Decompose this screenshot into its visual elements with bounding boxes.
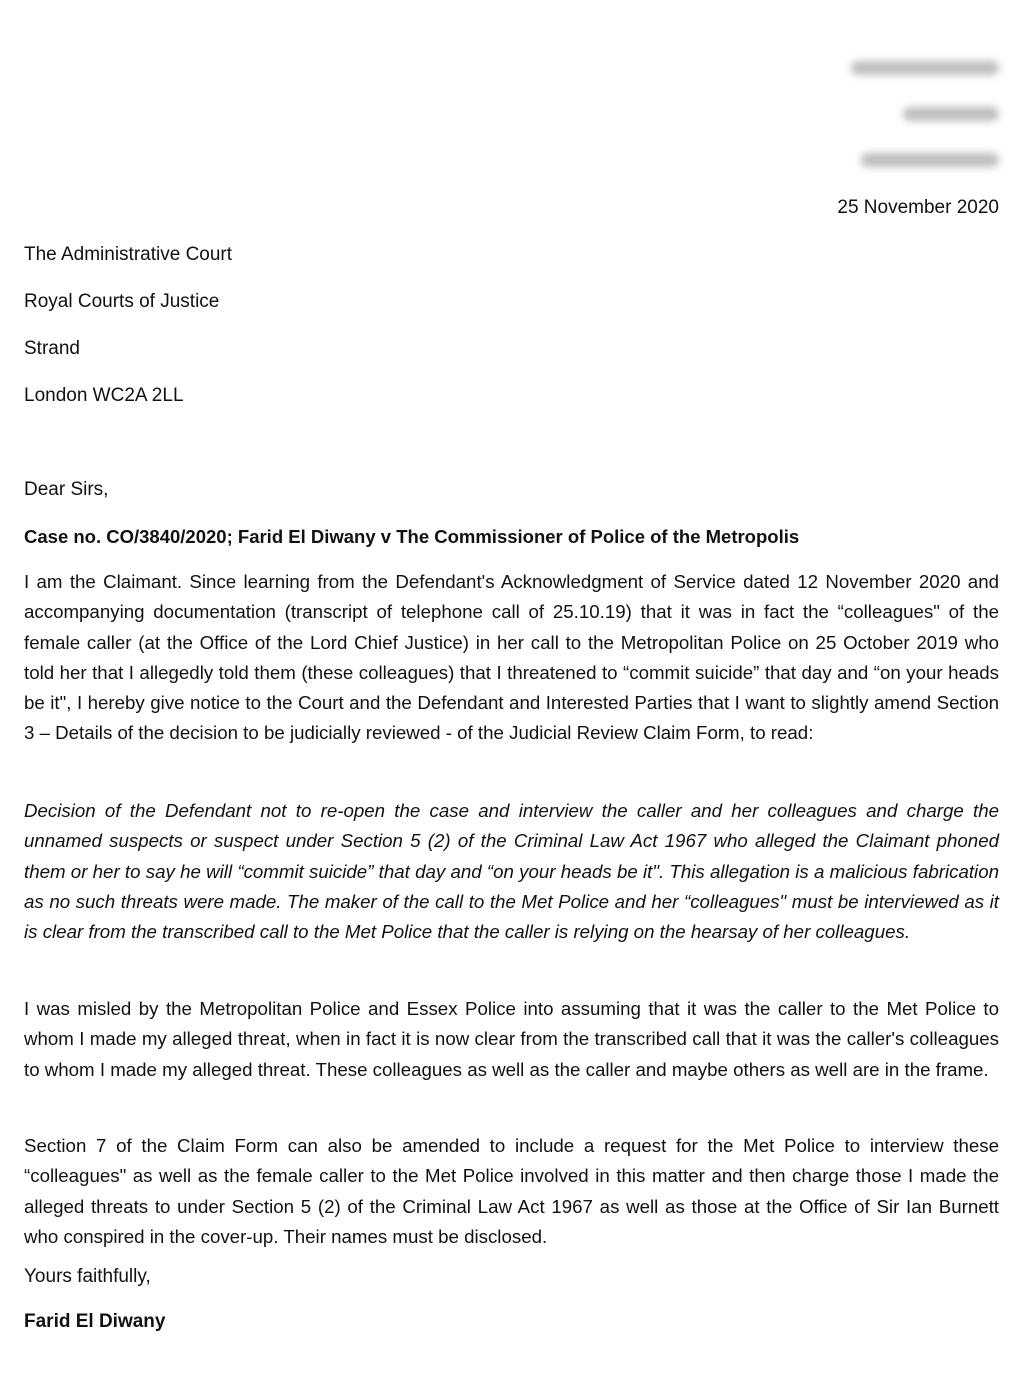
paragraph-3: I was misled by the Metropolitan Police and Essex Police into assuming that it was the caller to the Met Police to whom I made my alleged threat, when in fact it is now clear from the transcribed call that it was the caller's colleagues to whom I made my alleged threat. These colleagues as well as the caller and maybe others as well are in the frame.: [24, 998, 999, 1080]
recipient-line-2: Royal Courts of Justice: [24, 291, 220, 312]
paragraph-4: Section 7 of the Claim Form can also be amended to include a request for the Met Police to interview these “colleagues" as well as the female caller to the Met Police involved in this matter and then charge those I made the alleged threats to under Section 5 (2) of the Criminal Law Act 1967 as well as those at the Office of Sir Ian Burnett who conspired in the cover-up. Their names must be disclosed.: [24, 1135, 999, 1247]
recipient-line-4: London WC2A 2LL: [24, 385, 184, 406]
letter-date: 25 November 2020: [837, 197, 999, 218]
redacted-address-line-1: [851, 61, 999, 75]
recipient-line-1: The Administrative Court: [24, 244, 233, 265]
signature-name: Farid El Diwany: [24, 1311, 166, 1332]
paragraph-1: I am the Claimant. Since learning from the Defendant's Acknowledgment of Service dated 12 November 2020 and accompanying documentation (transcript of telephone call of 25.10.19) that it was in fact the “colleagues" of the female caller (at the Office of the Lord Chief Justice) in her call to the Metropolitan Police on 25 October 2019 who told her that I allegedly told them (these colleagues) that I threatened to “commit suicide” that day and “on your heads be it", I hereby give notice to the Court and the Defendant and Interested Parties that I want to slightly amend Section 3 – Details of the decision to be judicially reviewed - of the Judicial Review Claim Form, to read:: [24, 571, 999, 744]
case-subject-heading: Case no. CO/3840/2020; Farid El Diwany v The Commissioner of Police of the Metropolis: [24, 526, 800, 547]
redacted-address-line-2: [903, 107, 999, 121]
closing: Yours faithfully,: [24, 1266, 151, 1287]
paragraph-2-amended-decision: Decision of the Defendant not to re-open the case and interview the caller and her colleagues and charge the unnamed suspects or suspect under Section 5 (2) of the Criminal Law Act 1967 who alleged the Claimant phoned them or her to say he will “commit suicide” that day and “on your heads be it". This allegation is a malicious fabrication as no such threats were made. The maker of the call to the Met Police and her “colleagues" must be interviewed as it is clear from the transcribed call to the Met Police that the caller is relying on the hearsay of her colleagues.: [24, 800, 999, 943]
redacted-address-line-3: [861, 153, 999, 167]
salutation: Dear Sirs,: [24, 479, 109, 500]
recipient-line-3: Strand: [24, 338, 80, 359]
